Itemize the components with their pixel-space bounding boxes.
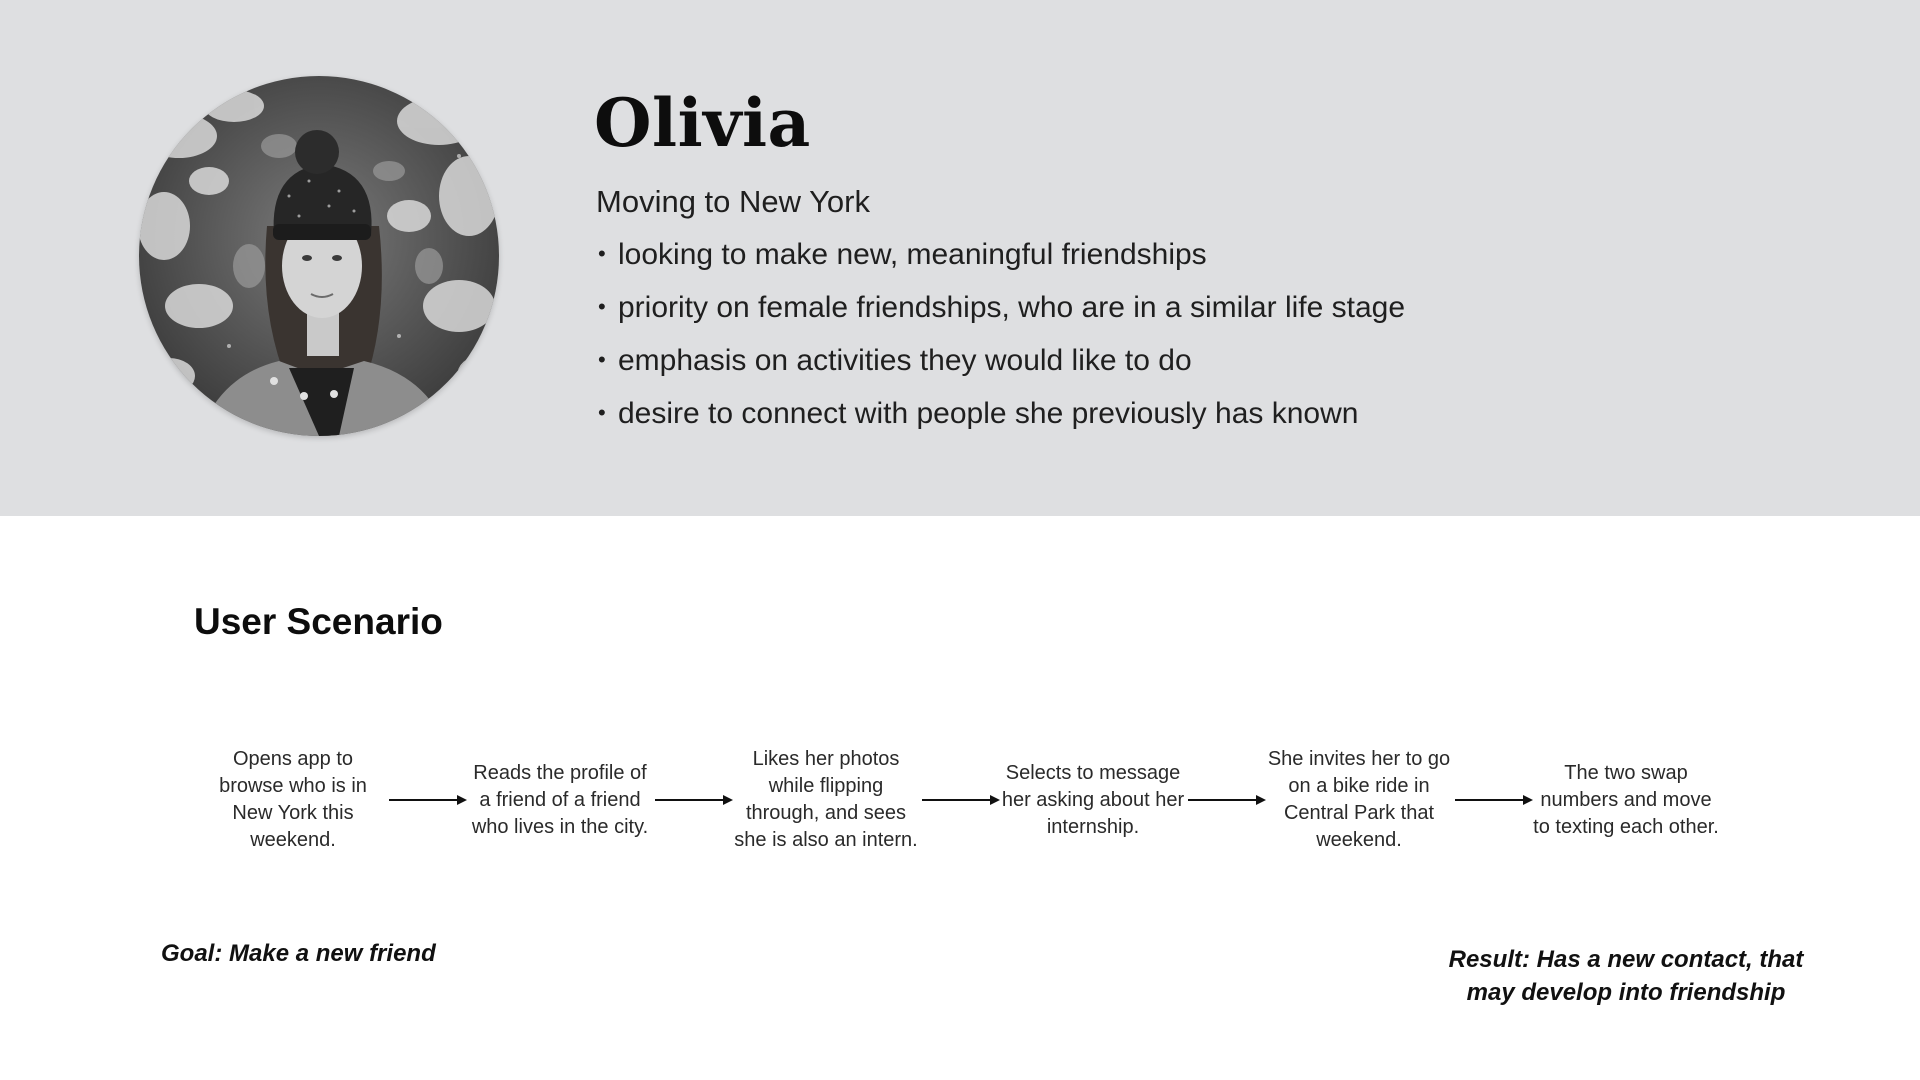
arrow-right-icon: [1188, 794, 1266, 806]
arrow-right-icon: [1455, 794, 1533, 806]
persona-trait-text: priority on female friendships, who are in a similar life stage: [618, 291, 1406, 324]
persona-trait-item: [596, 235, 1405, 288]
arrow-right-icon: [389, 794, 467, 806]
scenario-step-6: The two swap numbers and move to texting each other.: [1533, 761, 1719, 838]
arrow-right-icon: [922, 794, 1000, 806]
persona-trait-list: [596, 235, 1405, 447]
persona-trait-text: emphasis on activities they would like to do: [618, 344, 1192, 377]
persona-trait-text: desire to connect with people she previously has known: [618, 397, 1359, 430]
bullet-icon: •: [598, 400, 606, 425]
scenario-step-2: Reads the profile of a friend of a friend who lives in the city.: [471, 761, 649, 838]
persona-trait-text: looking to make new, meaningful friendships: [618, 238, 1207, 271]
persona-trait-item: [596, 288, 1405, 341]
persona-trait-item: [596, 394, 1405, 447]
arrow-right-icon: [655, 794, 733, 806]
scenario-step-5: She invites her to go on a bike ride in Central Park that weekend.: [1267, 748, 1451, 851]
scenario-step-3: Likes her photos while flipping through, and sees she is also an intern.: [734, 748, 918, 851]
bullet-icon: •: [598, 241, 606, 266]
scenario-flow: [0, 730, 1920, 880]
persona-trait-item: [596, 341, 1405, 394]
persona-name: Olivia: [594, 84, 811, 162]
scenario-goal: Goal: Make a new friend: [161, 940, 436, 967]
bullet-icon: •: [598, 347, 606, 372]
scenario-step-4: Selects to message her asking about her internship.: [1001, 761, 1185, 838]
bullet-icon: •: [598, 294, 606, 319]
user-scenario-title: User Scenario: [194, 601, 443, 642]
persona-avatar-photo: [139, 76, 499, 436]
scenario-result: Result: Has a new contact, that may develop into friendship: [1448, 946, 1804, 1006]
scenario-step-1: Opens app to browse who is in New York this weekend.: [219, 748, 367, 851]
persona-subtitle: Moving to New York: [596, 184, 870, 219]
